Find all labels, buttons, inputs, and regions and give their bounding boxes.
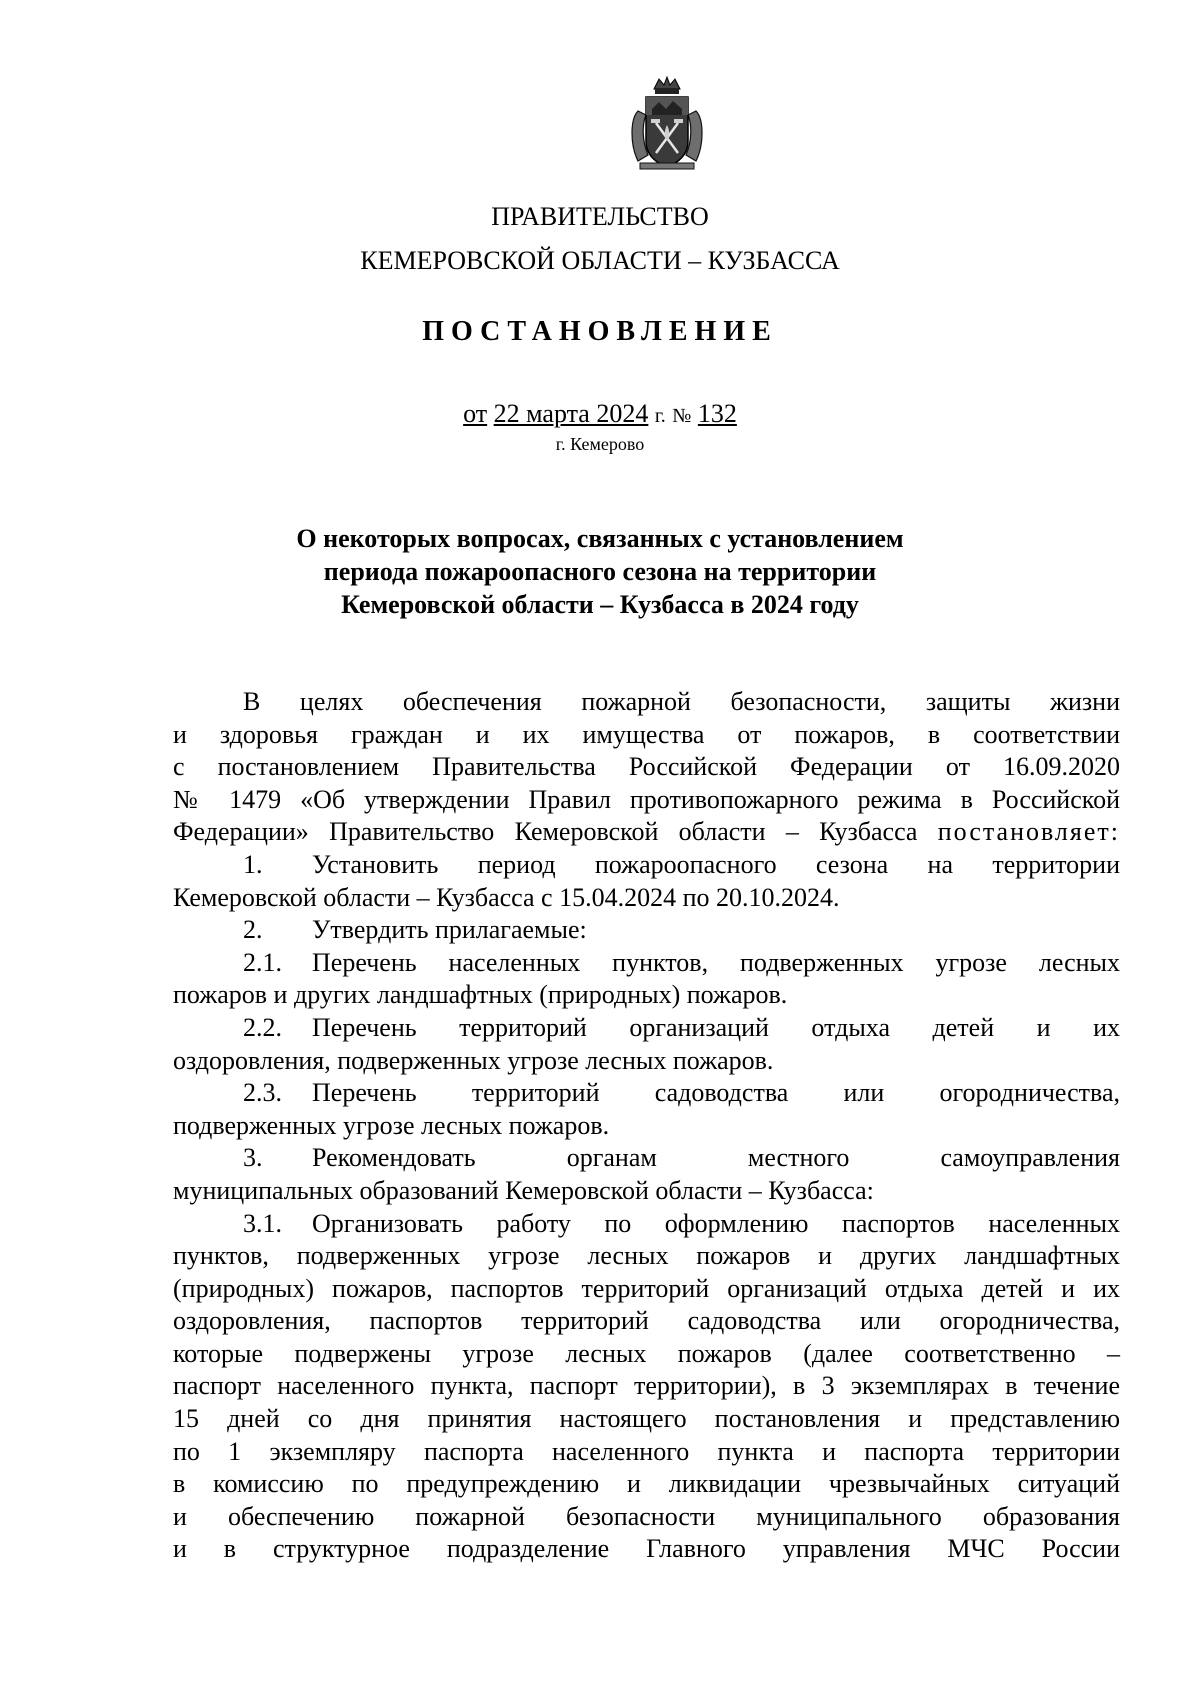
clause-3-1-line: в комиссию по предупреждению и ликвидации чрезвычайных ситуаций <box>173 1469 1120 1499</box>
body-line <box>173 816 1120 849</box>
clause-3-1-line: паспорт населенного пункта, паспорт территории), в 3 экземплярах в течение <box>173 1371 1120 1401</box>
clause-3-1-line: которые подвержены угрозе лесных пожаров (далее соответственно – <box>173 1338 1120 1368</box>
clause-2-1-line: пожаров и других ландшафтных (природных) пожаров. <box>173 980 788 1010</box>
document-number: 132 <box>697 399 737 428</box>
clause-3-1-line: оздоровления, паспортов территорий садоводства или огородничества, <box>173 1306 1120 1336</box>
document-city: г. Кемерово <box>555 434 645 454</box>
clause-2-3-line <box>173 1077 1120 1110</box>
body-line: № 1479 «Об утверждении Правил противопожарного режима в Российской <box>173 784 1120 814</box>
clause-number: 2.3. <box>243 1078 282 1108</box>
organization-name-line-1: ПРАВИТЕЛЬСТВО <box>491 202 709 231</box>
clause-3-1-line: пунктов, подверженных угрозе лесных пожаров и других ландшафтных <box>173 1241 1120 1271</box>
clause-2-line <box>173 914 1120 947</box>
clause-3-1-line: (природных) пожаров, паспортов территорий организаций отдыха детей и их <box>173 1273 1120 1303</box>
clause-number: 3.1. <box>243 1208 282 1238</box>
clause-2-2-line: оздоровления, подверженных угрозе лесных пожаров. <box>173 1045 774 1075</box>
body-text: Федерации» Правительство Кемеровской области – Кузбасса <box>173 817 918 847</box>
clause-number: 3. <box>243 1143 263 1173</box>
body-line: и здоровья граждан и их имущества от пожаров, в соответствии <box>173 719 1120 749</box>
title-line: О некоторых вопросах, связанных с установлением <box>296 524 904 553</box>
document-title <box>0 522 1200 621</box>
date-number-line <box>0 399 1200 429</box>
document-body <box>173 686 1120 1566</box>
clause-number: 1. <box>243 849 263 879</box>
document-date: 22 марта 2024 <box>493 399 649 428</box>
clause-3-line <box>173 1142 1120 1175</box>
clause-text: Перечень территорий организаций отдыха детей и их <box>312 1012 1120 1042</box>
clause-2-3-line: подверженных угрозе лесных пожаров. <box>173 1110 610 1140</box>
title-line: периода пожароопасного сезона на территории <box>323 557 877 586</box>
clause-text: Перечень населенных пунктов, подверженных угрозе лесных <box>312 947 1120 977</box>
clause-number: 2.1. <box>243 947 282 977</box>
organization-name-line-2: КЕМЕРОВСКОЙ ОБЛАСТИ – КУЗБАССА <box>360 246 840 275</box>
coat-of-arms-icon <box>628 75 706 175</box>
clause-text: Утвердить прилагаемые: <box>312 915 587 945</box>
clause-text: Установить период пожароопасного сезона на территории <box>312 849 1120 879</box>
clause-text: Перечень территорий садоводства или огородничества, <box>312 1078 1120 1108</box>
clause-3-1-line: и в структурное подразделение Главного управления МЧС России <box>173 1534 1120 1564</box>
clause-3-line: муниципальных образований Кемеровской области – Кузбасса: <box>173 1175 874 1205</box>
year-suffix: г. <box>654 405 666 427</box>
clause-number: 2.2. <box>243 1012 282 1042</box>
operative-word: постановляет: <box>937 817 1120 847</box>
clause-3-1-line: и обеспечению пожарной безопасности муниципального образования <box>173 1501 1120 1531</box>
clause-text: Рекомендовать органам местного самоуправления <box>312 1143 1120 1173</box>
document-type: ПОСТАНОВЛЕНИЕ <box>422 316 778 347</box>
clause-1-line: Кемеровской области – Кузбасса с 15.04.2024 по 20.10.2024. <box>173 882 840 912</box>
clause-1-line <box>173 849 1120 882</box>
body-line: с постановлением Правительства Российской Федерации от 16.09.2020 <box>173 752 1120 782</box>
clause-3-1-line: по 1 экземпляру паспорта населенного пункта и паспорта территории <box>173 1436 1120 1466</box>
clause-2-1-line <box>173 947 1120 980</box>
clause-3-1-line: 15 дней со дня принятия настоящего постановления и представлению <box>173 1404 1120 1434</box>
date-prefix: от <box>463 399 488 428</box>
number-sign: № <box>672 405 692 427</box>
clause-number: 2. <box>243 915 263 945</box>
clause-3-1-line <box>173 1208 1120 1241</box>
title-line: Кемеровской области – Кузбасса в 2024 году <box>341 590 859 619</box>
body-line: В целях обеспечения пожарной безопасности, защиты жизни <box>243 687 1120 716</box>
clause-2-2-line <box>173 1012 1120 1045</box>
clause-text: Организовать работу по оформлению паспортов населенных <box>312 1208 1120 1238</box>
